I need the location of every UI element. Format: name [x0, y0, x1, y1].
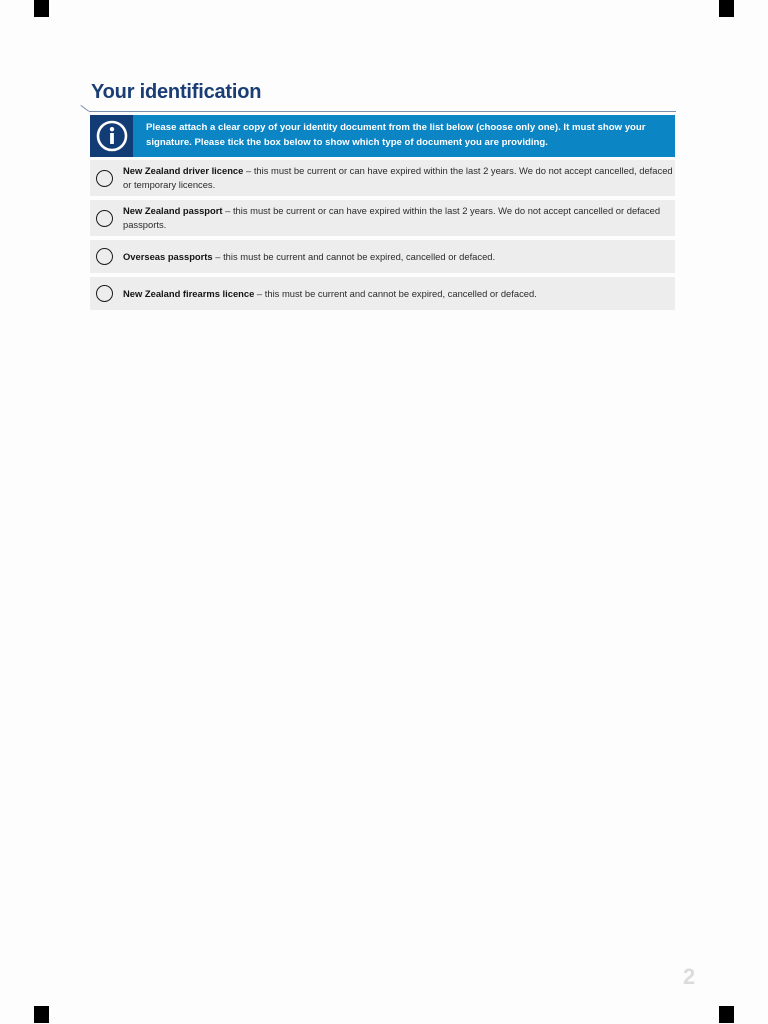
registration-mark-top-right	[719, 0, 734, 17]
option-text	[123, 204, 675, 232]
radio-button[interactable]	[96, 285, 113, 302]
registration-mark-top-left	[34, 0, 49, 17]
option-name: Overseas passports	[123, 250, 213, 262]
option-description: this must be current and cannot be expired, cancelled or defaced.	[264, 287, 537, 299]
option-name: New Zealand firearms licence	[123, 287, 255, 299]
option-text	[123, 164, 675, 192]
option-separator: –	[243, 165, 254, 176]
option-nz-driver-licence[interactable]	[90, 160, 675, 196]
page-number: 2	[683, 964, 696, 989]
title-divider	[79, 105, 676, 113]
option-separator: –	[254, 287, 265, 299]
document-options	[90, 160, 675, 310]
option-description: this must be current or can have expired within the last 2 years. We do not accept cancelled, defaced or temporary licences.	[123, 165, 673, 190]
option-text	[123, 287, 537, 301]
option-overseas-passports[interactable]	[90, 240, 675, 273]
option-name: New Zealand passport	[123, 205, 223, 216]
registration-mark-bottom-left	[34, 1006, 49, 1023]
option-separator: –	[212, 250, 224, 262]
radio-button[interactable]	[96, 210, 113, 227]
section-title: Your identification	[91, 81, 262, 103]
identification-section	[79, 80, 676, 314]
radio-button[interactable]	[96, 170, 113, 187]
option-nz-firearms-licence[interactable]	[90, 277, 675, 310]
registration-mark-bottom-right	[719, 1006, 734, 1023]
option-description: this must be current or can have expired within the last 2 years. We do not accept cancelled or defaced passports.	[123, 205, 661, 230]
info-icon	[90, 115, 133, 157]
option-description: this must be current and cannot be expired, cancelled or defaced.	[223, 250, 496, 262]
option-separator: –	[222, 205, 233, 216]
radio-button[interactable]	[96, 248, 113, 265]
option-nz-passport[interactable]	[90, 200, 675, 236]
option-name: New Zealand driver licence	[123, 165, 244, 176]
option-text	[123, 250, 495, 264]
info-text: Please attach a clear copy of your identity document from the list below (choose only one). It must show your signature. Please tick the box below to show which type of document you are providing.	[146, 122, 646, 148]
info-banner	[90, 115, 675, 157]
